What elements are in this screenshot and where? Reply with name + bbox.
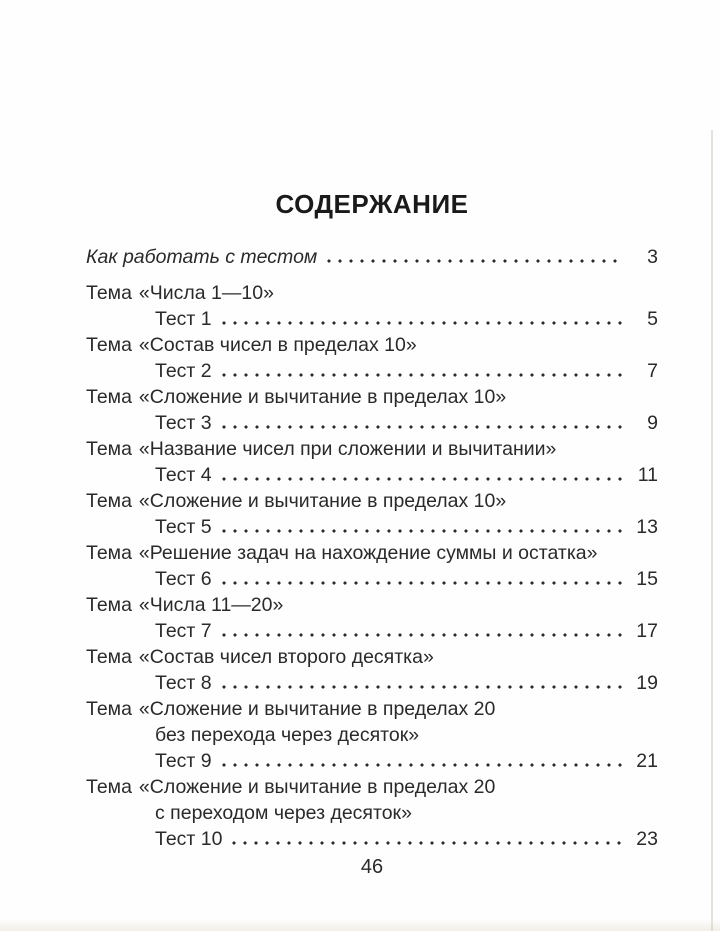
toc-theme-line xyxy=(86,696,658,722)
toc-page-number: 19 xyxy=(636,672,658,694)
dot-leader xyxy=(327,259,622,263)
toc-theme-label: Тема xyxy=(86,334,132,356)
toc-test-row xyxy=(86,566,658,592)
toc-test-label: Тест 6 xyxy=(155,568,212,590)
toc-page-number: 17 xyxy=(636,620,658,642)
dot-leader xyxy=(222,373,622,377)
toc-page-number: 13 xyxy=(636,516,658,538)
toc-entry xyxy=(86,774,658,852)
toc-entry xyxy=(86,436,658,488)
toc-theme-line xyxy=(86,332,658,358)
toc-test-label: Тест 1 xyxy=(155,308,212,330)
toc-entry xyxy=(86,592,658,644)
toc-test-row xyxy=(86,826,658,852)
toc-test-row xyxy=(86,306,658,332)
toc-intro-label: Как работать с тестом xyxy=(86,246,318,268)
toc-theme-line xyxy=(86,280,658,306)
dot-leader xyxy=(222,529,622,533)
toc-test-row xyxy=(86,462,658,488)
dot-leader xyxy=(222,321,622,325)
toc-page-number: 5 xyxy=(647,308,658,330)
page-number: 46 xyxy=(360,856,384,878)
toc-test-row xyxy=(86,670,658,696)
toc-page-number: 11 xyxy=(637,464,658,486)
toc-entry xyxy=(86,384,658,436)
toc-theme-continuation: без перехода через десяток» xyxy=(155,724,420,746)
toc-test-label: Тест 8 xyxy=(155,672,212,694)
toc-page-number: 3 xyxy=(647,246,658,268)
toc-test-row xyxy=(86,514,658,540)
toc-theme-line xyxy=(86,488,658,514)
toc-entry xyxy=(86,280,658,332)
table-of-contents xyxy=(86,244,658,852)
toc-theme-label: Тема xyxy=(86,282,132,304)
toc-theme-line xyxy=(86,644,658,670)
toc-page-number: 21 xyxy=(636,750,658,772)
toc-test-row xyxy=(86,618,658,644)
toc-theme-text: «Числа 1—10» xyxy=(138,282,274,304)
page-title: СОДЕРЖАНИЕ xyxy=(275,189,469,219)
toc-test-label: Тест 2 xyxy=(155,360,212,382)
toc-theme-label: Тема xyxy=(86,542,132,564)
dot-leader xyxy=(222,581,622,585)
toc-entry xyxy=(86,540,658,592)
toc-theme-label: Тема xyxy=(86,646,132,668)
toc-theme-label: Тема xyxy=(86,698,132,720)
page-edge-line xyxy=(711,130,713,931)
dot-leader xyxy=(222,685,622,689)
toc-theme-text: «Сложение и вычитание в пределах 10» xyxy=(138,386,507,408)
dot-leader xyxy=(222,633,622,637)
page-edge-shadow xyxy=(0,919,720,931)
toc-theme-text: «Название чисел при сложении и вычитании» xyxy=(138,438,557,460)
toc-theme-label: Тема xyxy=(86,438,132,460)
dot-leader xyxy=(232,841,622,845)
toc-test-row xyxy=(86,358,658,384)
toc-test-label: Тест 5 xyxy=(155,516,212,538)
toc-entry xyxy=(86,644,658,696)
dot-leader xyxy=(222,425,622,429)
toc-theme-line xyxy=(86,384,658,410)
dot-leader xyxy=(222,763,622,767)
toc-entry xyxy=(86,488,658,540)
toc-theme-line xyxy=(86,774,658,800)
toc-theme-text: «Решение задач на нахождение суммы и остатка» xyxy=(138,542,598,564)
toc-theme-line xyxy=(86,592,658,618)
toc-theme-line xyxy=(86,540,658,566)
toc-theme-text: «Состав чисел второго десятка» xyxy=(138,646,434,668)
toc-intro-row xyxy=(86,244,658,270)
toc-theme-text: «Числа 11—20» xyxy=(138,594,284,616)
toc-test-label: Тест 4 xyxy=(155,464,212,486)
toc-theme-label: Тема xyxy=(86,386,132,408)
dot-leader xyxy=(222,477,622,481)
toc-entry xyxy=(86,332,658,384)
toc-theme-line xyxy=(86,436,658,462)
toc-entries xyxy=(86,280,658,852)
toc-test-row xyxy=(86,410,658,436)
toc-page-number: 9 xyxy=(647,412,658,434)
toc-test-label: Тест 10 xyxy=(155,828,223,850)
toc-test-row xyxy=(86,748,658,774)
toc-theme-text: «Сложение и вычитание в пределах 20 xyxy=(138,698,496,720)
toc-theme-continuation: с переходом через десяток» xyxy=(155,802,412,824)
toc-theme-text: «Состав чисел в пределах 10» xyxy=(138,334,417,356)
toc-test-label: Тест 7 xyxy=(155,620,212,642)
toc-theme-label: Тема xyxy=(86,490,132,512)
toc-page-number: 23 xyxy=(636,828,658,850)
toc-page-number: 7 xyxy=(647,360,658,382)
toc-page-number: 15 xyxy=(636,568,658,590)
toc-theme-text: «Сложение и вычитание в пределах 20 xyxy=(138,776,496,798)
toc-theme-text: «Сложение и вычитание в пределах 10» xyxy=(138,490,507,512)
toc-test-label: Тест 9 xyxy=(155,750,212,772)
toc-entry xyxy=(86,696,658,774)
toc-theme-label: Тема xyxy=(86,594,132,616)
toc-test-label: Тест 3 xyxy=(155,412,212,434)
toc-theme-label: Тема xyxy=(86,776,132,798)
